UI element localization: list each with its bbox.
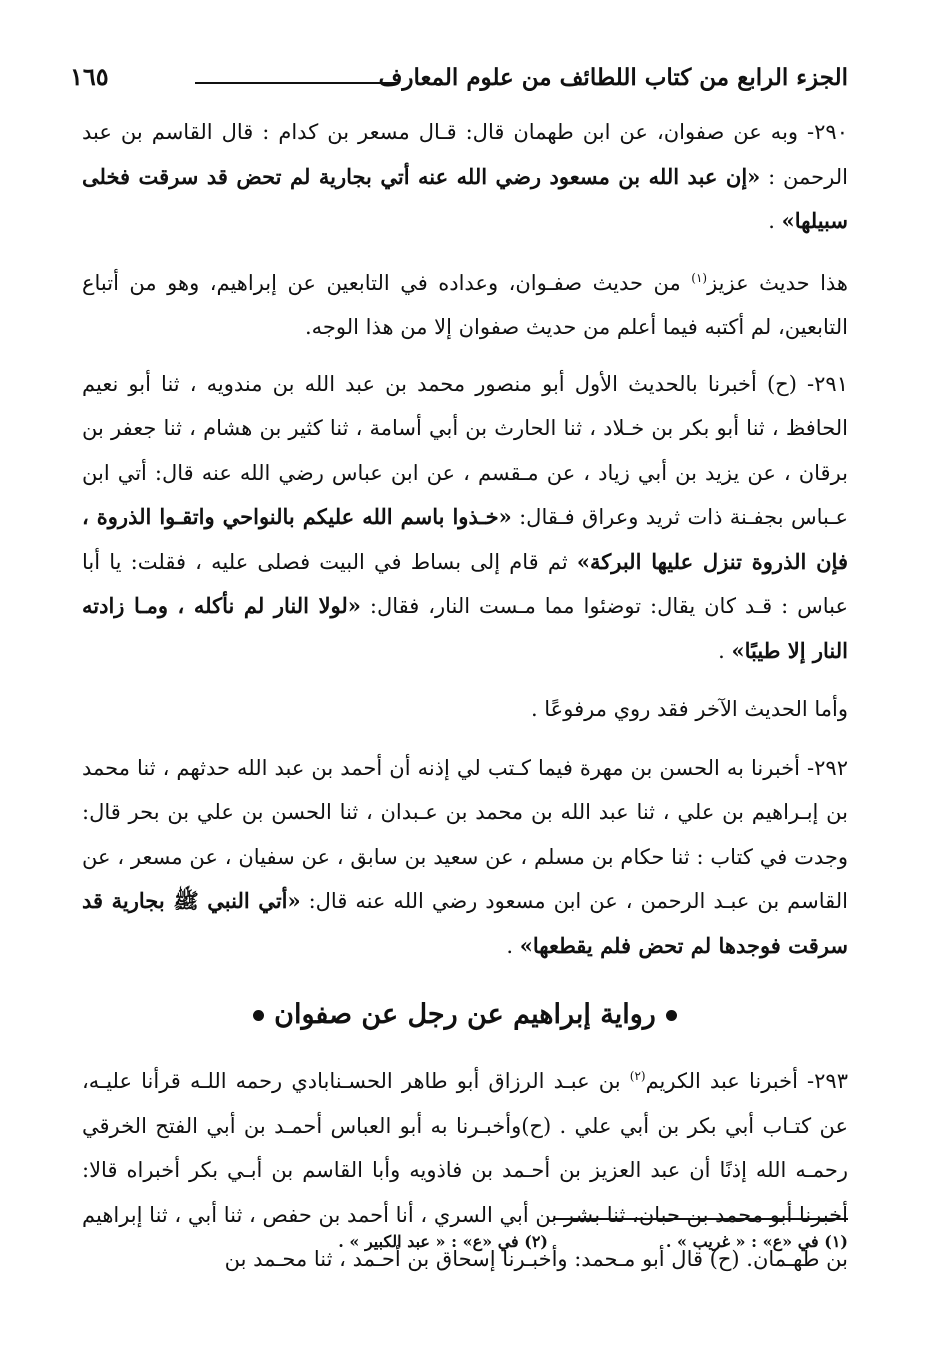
footnote-ref-1: (١)	[691, 270, 708, 285]
hadith-292-end: .	[506, 933, 520, 958]
footnote-1: (١) في «ع» : « غريب » .	[665, 1232, 848, 1251]
page-number: ١٦٥	[70, 62, 109, 91]
hadith-290-isnad: ٢٩٠- وبه عن صفوان، عن ابن طهمان قال: قـال مسعر بن كدام : قال القاسم بن عبد الرحمن :	[82, 120, 848, 189]
hadith-290	[82, 110, 848, 244]
footnote-2: (٢) في «ع» : « عبد الكبير » .	[338, 1232, 548, 1251]
hadith-293-start: ٢٩٣- أخبرنا عبد الكريم	[645, 1069, 848, 1093]
hadith-291-matn-1: «خـذوا باسم الله عليكم بالنواحي واتقـوا الذروة ، فإن الذروة تنزل عليها البركة»	[82, 504, 848, 574]
section-heading-text: رواية إبراهيم عن رجل عن صفوان	[274, 999, 656, 1030]
hadith-291-comment: وأما الحديث الآخر فقد روي مرفوعًا .	[530, 697, 848, 721]
comment-290-rest: من حديث صفـوان، وعداده في التابعين عن إبراهيم، وهو من أتباع التابعين، لم أكتبه فيما أعلم من حديث صفوان إلا من هذا الوجه.	[82, 270, 848, 339]
running-title: الجزء الرابع من كتاب اللطائف من علوم المعارف	[378, 64, 848, 91]
hadith-290-matn: «إن عبد الله بن مسعود رضي الله عنه أتي بجارية لم تحض قد سرقت فخلى سبيلها»	[82, 163, 848, 233]
bullet-icon	[253, 1010, 264, 1021]
main-text	[82, 110, 848, 1282]
section-heading	[82, 990, 848, 1040]
hadith-291-matn-2: «لولا النار لم نأكله ، ومـا زادته النار إلا طيبًا»	[82, 593, 848, 663]
hadith-291	[82, 362, 848, 674]
footnote-rule	[553, 1218, 848, 1220]
footnote-ref-2: (٢)	[629, 1069, 646, 1083]
hadith-292-matn: «أتي النبي ﷺ بجارية قد سرقت فوجدها لم تحض فلم يقطعها»	[82, 888, 848, 958]
page-header	[70, 58, 848, 102]
hadith-291-mid: ثم قام إلى بساط في البيت فصلى عليه ، فقلت: يا أبا عباس : قـد كان يقال: توضئوا مما مـست النار، فقال:	[82, 549, 848, 618]
hadith-292-isnad: ٢٩٢- أخبرنا به الحسن بن مهرة فيما كـتب لي إذنه أن أحمد بن عبد الله حدثهم ، ثنا محمد بن إبـراهيم بن علي ، ثنا عبد الله بن محمد بن عـبدان ، ثنا الحسن بن علي بن بحر قال: وجدت في كتاب : ثنا حكام بن مسلم ، عن سعيد بن سابق ، عن سفيان ، عن مسعر ، عن القاسم بن عبـد الرحمن ، عن ابن مسعود رضي الله عنه قال:	[82, 755, 848, 913]
hadith-291-isnad: ٢٩١- (ح) أخبرنا بالحديث الأول أبو منصور محمد بن عبد الله بن مندويه ، ثنا أبو نعيم الحافظ ، ثنا أبو بكر بن خـلاد ، ثنا الحارث بن أبي أسامة ، ثنا كثير بن هشام ، ثنا جعفر بن برقان ، عن يزيد بن أبي زياد ، عن مـقسم ، عن ابن عباس رضي الله عنه قال: أتي ابن عـباس بجفـنة ذات ثريد وعراق فـقال:	[82, 371, 848, 529]
hadith-291-end: .	[718, 638, 732, 663]
hadith-292	[82, 746, 848, 969]
header-rule	[195, 82, 398, 84]
bullet-icon	[666, 1010, 677, 1021]
hadith-290-comment	[82, 256, 848, 350]
hadith-290-end: .	[768, 209, 782, 233]
comment-290-start: هذا حديث عزيز	[707, 270, 848, 295]
hadith-293-rest: بن عبـد الرزاق أبو طاهر الحسـنابادي رحمه اللـه قرأنا عليـه، عن كتـاب أبي بكر بن أبي علي . (ح)وأخبـرنا به أبو العباس أحمـد بن أبي الفتح الخرقي رحمـه الله إذنًا أن عبد العزيز بن أحـمد بن فاذويه وأبا القاسم بن أبـي بكر أخبراه قالا: أخبرنا أبو محمد بن حبان، ثنا بشر بن أبي السري ، أنا أحمد بن حفص ، ثنا أبي ، ثنا إبراهيم بن طهـمان. (ح) قال أبو مـحمد: وأخبـرنا إسحاق بن أحـمد ، ثنا محـمد بن	[82, 1069, 848, 1271]
